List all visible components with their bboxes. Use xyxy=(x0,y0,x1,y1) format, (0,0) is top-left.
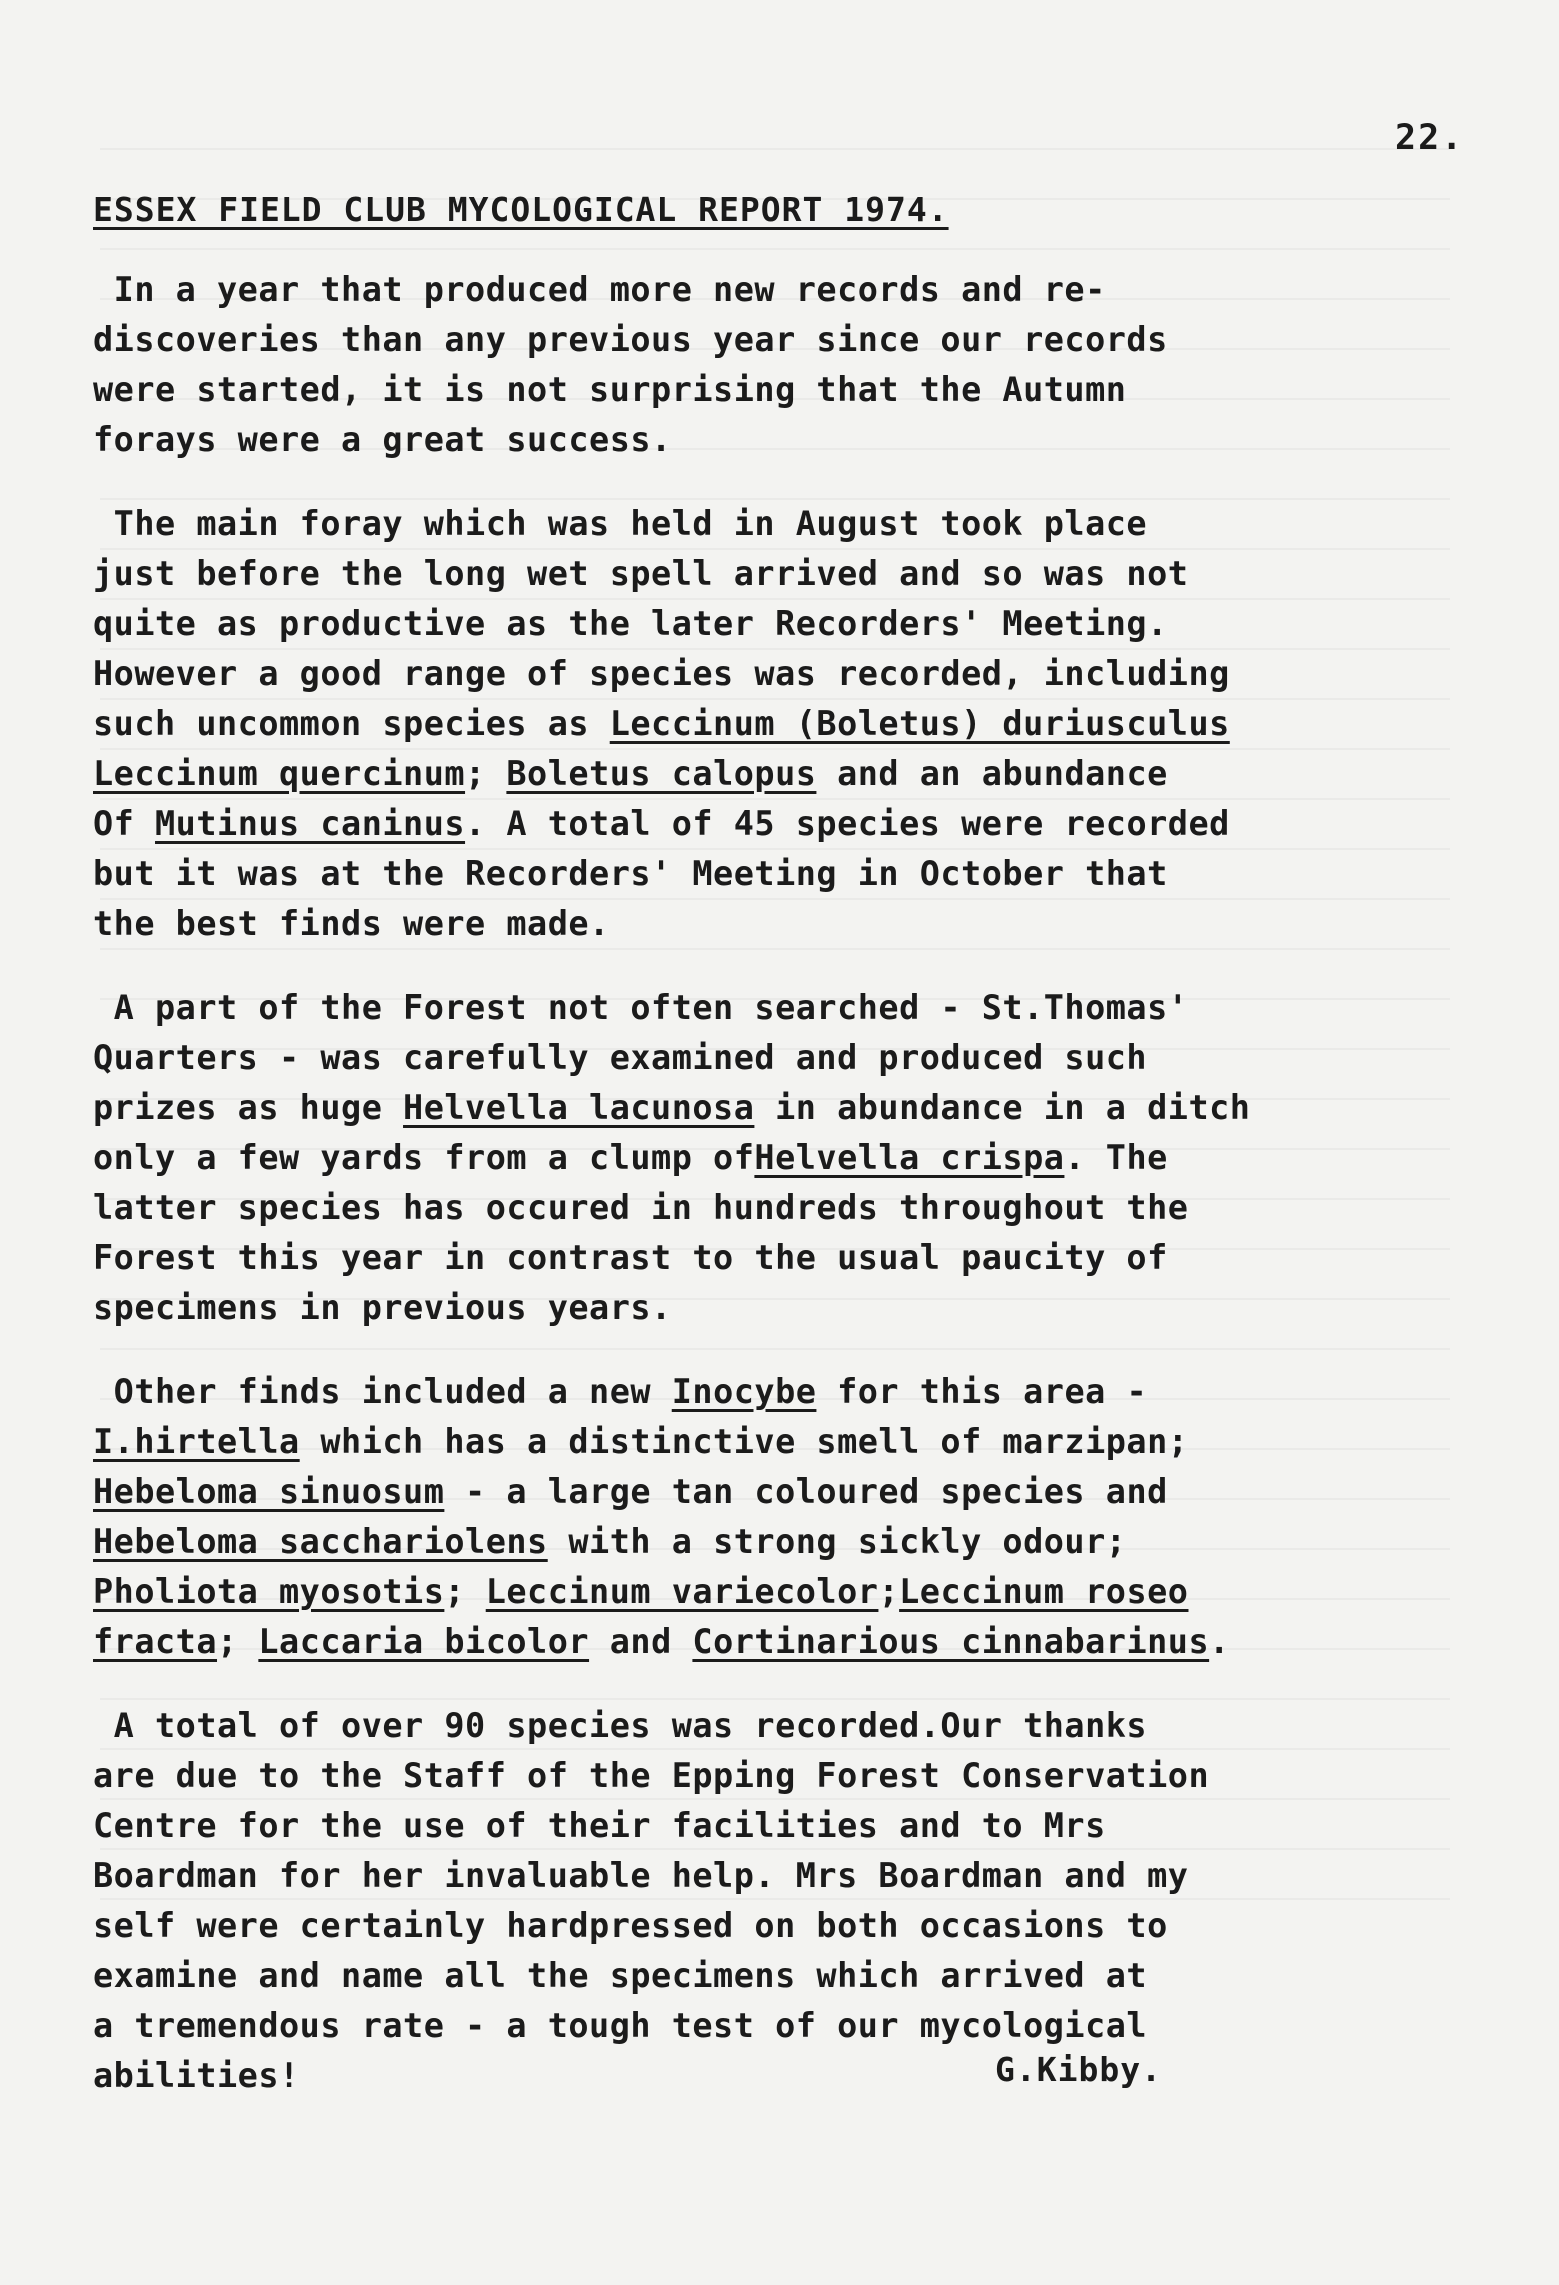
text-segment: and xyxy=(589,1622,693,1661)
report-title: ESSEX FIELD CLUB MYCOLOGICAL REPORT 1974. xyxy=(93,190,949,229)
text-segment: for this area - xyxy=(816,1372,1148,1411)
text-segment: latter species has occured in hundreds throughout the xyxy=(93,1188,1189,1227)
text-segment: self were certainly hardpressed on both occasions to xyxy=(93,1906,1168,1945)
text-segment: Centre for the use of their facilities and to Mrs xyxy=(93,1806,1106,1845)
text-segment: The main foray which was held in August took place xyxy=(93,504,1148,543)
species-name: Leccinum quercinum xyxy=(93,754,466,793)
report-body xyxy=(93,265,1493,2135)
text-segment: discoveries than any previous year since our records xyxy=(93,320,1168,359)
text-segment: Boardman for her invaluable help. Mrs Boardman and my xyxy=(93,1856,1189,1895)
text-line xyxy=(93,265,1493,315)
text-segment: but it was at the Recorders' Meeting in October that xyxy=(93,854,1168,893)
text-line xyxy=(93,1183,1493,1233)
text-line xyxy=(93,799,1493,849)
text-segment: A part of the Forest not often searched - St.Thomas' xyxy=(93,988,1189,1027)
text-line xyxy=(93,1701,1493,1751)
text-segment: Other finds included a new xyxy=(93,1372,672,1411)
species-name: Boletus calopus xyxy=(506,754,817,793)
text-segment: prizes as huge xyxy=(93,1088,404,1127)
text-segment: examine and name all the specimens which arrived at xyxy=(93,1956,1148,1995)
text-line xyxy=(93,1851,1493,1901)
text-segment: Quarters - was carefully examined and produced such xyxy=(93,1038,1148,1077)
text-line xyxy=(93,1233,1493,1283)
text-segment: - a large tan coloured species and xyxy=(444,1472,1168,1511)
text-line xyxy=(93,1901,1493,1951)
text-line xyxy=(93,1033,1493,1083)
text-line xyxy=(93,2001,1493,2051)
text-segment: were started, it is not surprising that the Autumn xyxy=(93,370,1127,409)
text-line xyxy=(93,1751,1493,1801)
text-segment: . xyxy=(1209,1622,1230,1661)
text-segment: just before the long wet spell arrived and so was not xyxy=(93,554,1189,593)
species-name: Leccinum variecolor xyxy=(485,1572,879,1611)
text-segment: Of xyxy=(93,804,156,843)
text-line xyxy=(93,849,1493,899)
text-segment: abilities! xyxy=(93,2056,300,2095)
text-line xyxy=(93,1083,1493,1133)
species-name: Mutinus caninus xyxy=(155,804,466,843)
paragraph xyxy=(93,1701,1493,2101)
text-line xyxy=(93,1417,1493,1467)
text-line xyxy=(93,499,1493,549)
text-line xyxy=(93,2051,1493,2101)
species-name: Helvella crispa xyxy=(754,1138,1065,1177)
paragraph xyxy=(93,983,1493,1333)
species-name: I.hirtella xyxy=(93,1422,300,1461)
text-line xyxy=(93,1283,1493,1333)
text-segment: ; xyxy=(217,1622,259,1661)
text-line xyxy=(93,749,1493,799)
text-line xyxy=(93,1951,1493,2001)
text-segment: forays were a great success. xyxy=(93,420,672,459)
text-line xyxy=(93,415,1493,465)
text-segment: specimens in previous years. xyxy=(93,1288,672,1327)
text-line xyxy=(93,1367,1493,1417)
paragraph xyxy=(93,265,1493,465)
text-segment: ; xyxy=(465,754,507,793)
paragraph xyxy=(93,1367,1493,1667)
text-segment: . A total of 45 species were recorded xyxy=(465,804,1230,843)
species-name: Inocybe xyxy=(671,1372,817,1411)
text-line xyxy=(93,649,1493,699)
text-line xyxy=(93,315,1493,365)
text-segment: In a year that produced more new records and re- xyxy=(93,270,1106,309)
species-name: Laccaria bicolor xyxy=(258,1622,590,1661)
text-segment: Forest this year in contrast to the usual paucity of xyxy=(93,1238,1168,1277)
text-segment: . The xyxy=(1064,1138,1168,1177)
text-line xyxy=(93,1467,1493,1517)
text-line xyxy=(93,1567,1493,1617)
page-number: 22. xyxy=(1395,118,1465,158)
text-segment: a tremendous rate - a tough test of our mycological xyxy=(93,2006,1148,2045)
species-name: Leccinum (Boletus) duriusculus xyxy=(609,704,1230,743)
text-segment: such uncommon species as xyxy=(93,704,610,743)
text-line xyxy=(93,1801,1493,1851)
text-line xyxy=(93,1133,1493,1183)
text-line xyxy=(93,1517,1493,1567)
species-name: Helvella lacunosa xyxy=(403,1088,755,1127)
text-line xyxy=(93,899,1493,949)
species-name: fracta xyxy=(93,1622,218,1661)
text-segment: and an abundance xyxy=(816,754,1168,793)
species-name: Hebeloma sacchariolens xyxy=(93,1522,548,1561)
text-segment: ; xyxy=(444,1572,486,1611)
text-line xyxy=(93,599,1493,649)
text-segment: quite as productive as the later Recorders' Meeting. xyxy=(93,604,1168,643)
text-segment: ; xyxy=(878,1572,900,1611)
species-name: Leccinum roseo xyxy=(899,1572,1189,1611)
text-line xyxy=(93,549,1493,599)
species-name: Hebeloma sinuosum xyxy=(93,1472,445,1511)
species-name: Pholiota myosotis xyxy=(93,1572,445,1611)
paragraph xyxy=(93,499,1493,949)
text-segment: the best finds were made. xyxy=(93,904,610,943)
text-segment: in abundance in a ditch xyxy=(754,1088,1251,1127)
text-segment: A total of over 90 species was recorded.Our thanks xyxy=(93,1706,1148,1745)
text-segment: which has a distinctive smell of marzipan; xyxy=(299,1422,1189,1461)
text-line xyxy=(93,699,1493,749)
text-line xyxy=(93,1617,1493,1667)
text-segment: with a strong sickly odour; xyxy=(547,1522,1127,1561)
species-name: Cortinarious cinnabarinus xyxy=(692,1622,1210,1661)
text-segment: are due to the Staff of the Epping Forest Conservation xyxy=(93,1756,1210,1795)
text-line xyxy=(93,365,1493,415)
text-segment: However a good range of species was recorded, including xyxy=(93,654,1230,693)
author-signature: G.Kibby. xyxy=(995,2050,1162,2089)
text-segment: only a few yards from a clump of xyxy=(93,1138,755,1177)
text-line xyxy=(93,983,1493,1033)
